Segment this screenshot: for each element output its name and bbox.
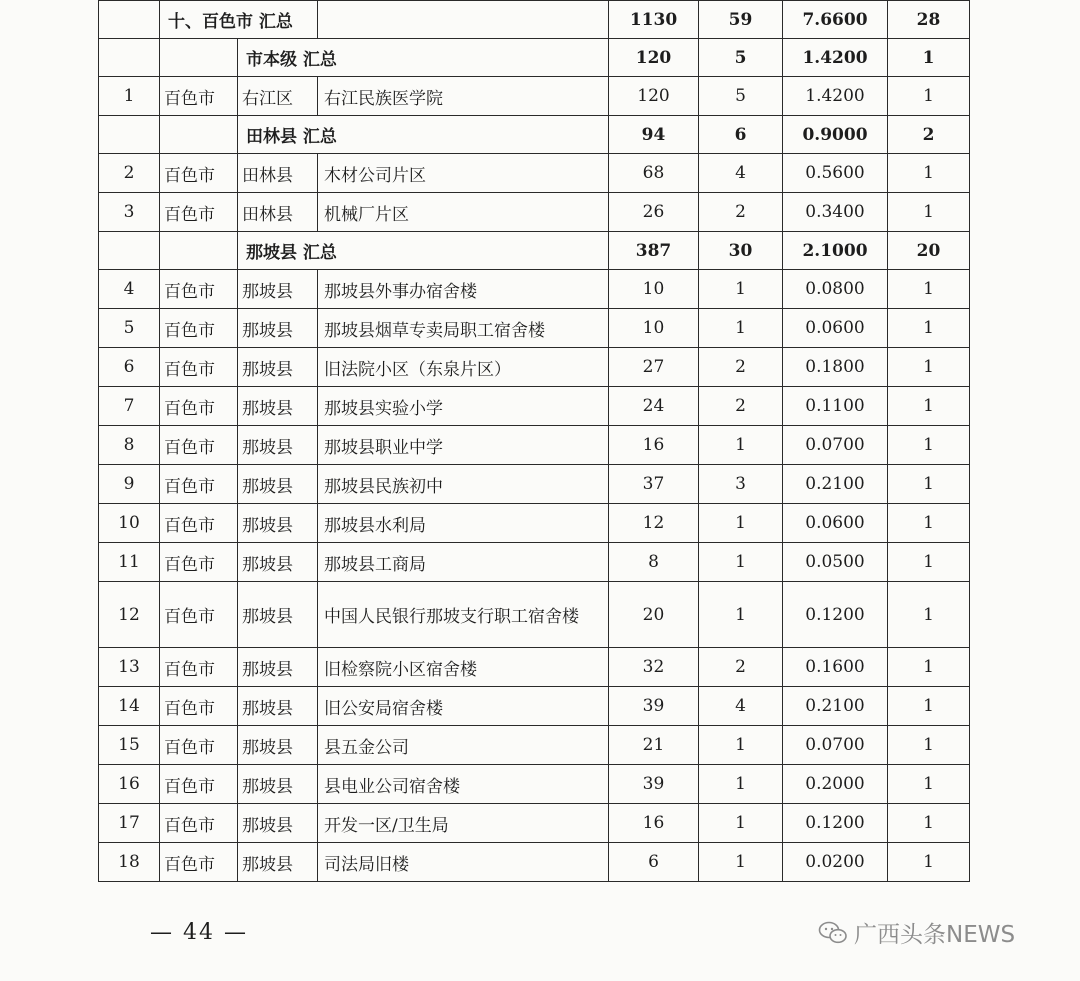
cell-name: 木材公司片区: [318, 154, 609, 193]
cell-count: 28: [888, 1, 970, 39]
table-row: [99, 648, 970, 687]
cell-households: 16: [609, 804, 699, 843]
cell-subtotal-label: 市本级 汇总: [238, 39, 609, 77]
cell-name: 那坡县烟草专卖局职工宿舍楼: [318, 309, 609, 348]
table-row: [99, 504, 970, 543]
summary-row: [99, 39, 970, 77]
cell-no: [99, 232, 160, 270]
cell-city: 百色市: [160, 543, 238, 582]
cell-households: 387: [609, 232, 699, 270]
cell-name: 那坡县实验小学: [318, 387, 609, 426]
cell-households: 37: [609, 465, 699, 504]
cell-buildings: 2: [699, 387, 783, 426]
cell-households: 120: [609, 39, 699, 77]
table-row: [99, 270, 970, 309]
cell-buildings: 5: [699, 39, 783, 77]
cell-count: 1: [888, 843, 970, 882]
cell-name: 开发一区/卫生局: [318, 804, 609, 843]
cell-city: 百色市: [160, 765, 238, 804]
cell-no: 14: [99, 687, 160, 726]
cell-area: 0.0600: [783, 504, 888, 543]
cell-buildings: 1: [699, 726, 783, 765]
watermark: [818, 916, 1015, 949]
cell-name: 那坡县职业中学: [318, 426, 609, 465]
cell-count: 1: [888, 765, 970, 804]
cell-households: 1130: [609, 1, 699, 39]
cell-count: 1: [888, 77, 970, 116]
cell-area: 0.1200: [783, 582, 888, 648]
table-row: [99, 765, 970, 804]
cell-area: 0.0700: [783, 426, 888, 465]
cell-city: 百色市: [160, 309, 238, 348]
cell-name: 那坡县水利局: [318, 504, 609, 543]
cell-county: 那坡县: [238, 726, 318, 765]
table-row: [99, 387, 970, 426]
cell-no: 18: [99, 843, 160, 882]
cell-subtotal-label: 田林县 汇总: [238, 116, 609, 154]
cell-count: 2: [888, 116, 970, 154]
cell-area: 0.1200: [783, 804, 888, 843]
table-row: [99, 309, 970, 348]
cell-no: 10: [99, 504, 160, 543]
cell-households: 8: [609, 543, 699, 582]
cell-no: 1: [99, 77, 160, 116]
cell-city: [160, 232, 238, 270]
cell-county: 那坡县: [238, 804, 318, 843]
cell-buildings: 1: [699, 309, 783, 348]
cell-count: 1: [888, 648, 970, 687]
cell-subtotal-label: 那坡县 汇总: [238, 232, 609, 270]
cell-count: 1: [888, 582, 970, 648]
cell-county: 那坡县: [238, 387, 318, 426]
cell-area: 0.2100: [783, 465, 888, 504]
cell-area: 0.3400: [783, 193, 888, 232]
cell-county: 那坡县: [238, 582, 318, 648]
cell-city: [160, 39, 238, 77]
cell-city: 百色市: [160, 804, 238, 843]
cell-city: 百色市: [160, 348, 238, 387]
cell-households: 39: [609, 687, 699, 726]
cell-count: 1: [888, 270, 970, 309]
table-row: [99, 77, 970, 116]
table-row: [99, 804, 970, 843]
cell-name: 县五金公司: [318, 726, 609, 765]
cell-no: 9: [99, 465, 160, 504]
cell-no: 13: [99, 648, 160, 687]
cell-name: 那坡县外事办宿舍楼: [318, 270, 609, 309]
cell-no: 17: [99, 804, 160, 843]
cell-buildings: 4: [699, 154, 783, 193]
cell-households: 10: [609, 309, 699, 348]
cell-count: 1: [888, 154, 970, 193]
cell-area: 1.4200: [783, 77, 888, 116]
cell-area: 7.6600: [783, 1, 888, 39]
cell-county: 那坡县: [238, 465, 318, 504]
summary-row: [99, 116, 970, 154]
cell-area: 0.2000: [783, 765, 888, 804]
cell-no: 2: [99, 154, 160, 193]
cell-name: 旧公安局宿舍楼: [318, 687, 609, 726]
cell-buildings: 59: [699, 1, 783, 39]
cell-buildings: 1: [699, 804, 783, 843]
table-row: [99, 193, 970, 232]
cell-county: 那坡县: [238, 309, 318, 348]
cell-area: 2.1000: [783, 232, 888, 270]
cell-city: 百色市: [160, 504, 238, 543]
cell-count: 1: [888, 687, 970, 726]
cell-area: 0.0500: [783, 543, 888, 582]
cell-area: 1.4200: [783, 39, 888, 77]
cell-households: 39: [609, 765, 699, 804]
cell-no: [99, 39, 160, 77]
cell-name: 旧检察院小区宿舍楼: [318, 648, 609, 687]
table-row: [99, 426, 970, 465]
watermark-text: 广西头条NEWS: [854, 922, 1016, 948]
cell-name: [318, 1, 609, 39]
page-number: — 44 —: [150, 920, 248, 945]
cell-no: [99, 1, 160, 39]
cell-city: 百色市: [160, 77, 238, 116]
cell-name: 县电业公司宿舍楼: [318, 765, 609, 804]
cell-city: 百色市: [160, 687, 238, 726]
cell-count: 1: [888, 193, 970, 232]
cell-county: 那坡县: [238, 504, 318, 543]
cell-buildings: 4: [699, 687, 783, 726]
cell-households: 120: [609, 77, 699, 116]
cell-buildings: 2: [699, 348, 783, 387]
table-row: [99, 726, 970, 765]
cell-households: 16: [609, 426, 699, 465]
cell-city: [160, 116, 238, 154]
cell-county: 田林县: [238, 193, 318, 232]
cell-county: 那坡县: [238, 648, 318, 687]
cell-buildings: 1: [699, 426, 783, 465]
cell-county: 田林县: [238, 154, 318, 193]
cell-no: 5: [99, 309, 160, 348]
cell-area: 0.0800: [783, 270, 888, 309]
housing-renovation-table: [98, 0, 970, 882]
cell-households: 26: [609, 193, 699, 232]
cell-households: 32: [609, 648, 699, 687]
cell-households: 20: [609, 582, 699, 648]
cell-households: 10: [609, 270, 699, 309]
cell-buildings: 5: [699, 77, 783, 116]
cell-name: 机械厂片区: [318, 193, 609, 232]
cell-county: 右江区: [238, 77, 318, 116]
cell-city: 百色市: [160, 270, 238, 309]
cell-households: 24: [609, 387, 699, 426]
cell-buildings: 1: [699, 582, 783, 648]
cell-count: 1: [888, 465, 970, 504]
cell-county: 那坡县: [238, 270, 318, 309]
cell-no: 4: [99, 270, 160, 309]
summary-row: [99, 232, 970, 270]
cell-buildings: 1: [699, 543, 783, 582]
cell-buildings: 2: [699, 193, 783, 232]
cell-county: 那坡县: [238, 843, 318, 882]
cell-section-label: 十、百色市 汇总: [160, 1, 318, 39]
cell-name: 右江民族医学院: [318, 77, 609, 116]
table-row: [99, 465, 970, 504]
cell-area: 0.1100: [783, 387, 888, 426]
cell-buildings: 6: [699, 116, 783, 154]
cell-buildings: 30: [699, 232, 783, 270]
cell-buildings: 1: [699, 270, 783, 309]
cell-area: 0.0200: [783, 843, 888, 882]
cell-buildings: 2: [699, 648, 783, 687]
cell-buildings: 1: [699, 765, 783, 804]
cell-no: 15: [99, 726, 160, 765]
cell-area: 0.9000: [783, 116, 888, 154]
table-row: [99, 687, 970, 726]
table-row: [99, 154, 970, 193]
cell-households: 12: [609, 504, 699, 543]
cell-area: 0.2100: [783, 687, 888, 726]
cell-count: 1: [888, 804, 970, 843]
cell-count: 1: [888, 504, 970, 543]
cell-buildings: 3: [699, 465, 783, 504]
cell-city: 百色市: [160, 843, 238, 882]
cell-city: 百色市: [160, 387, 238, 426]
cell-city: 百色市: [160, 465, 238, 504]
table-body: [99, 1, 970, 882]
cell-city: 百色市: [160, 426, 238, 465]
cell-county: 那坡县: [238, 543, 318, 582]
cell-count: 1: [888, 39, 970, 77]
cell-city: 百色市: [160, 193, 238, 232]
cell-count: 1: [888, 543, 970, 582]
cell-area: 0.0600: [783, 309, 888, 348]
cell-households: 21: [609, 726, 699, 765]
cell-households: 6: [609, 843, 699, 882]
cell-name: 旧法院小区（东泉片区）: [318, 348, 609, 387]
cell-count: 1: [888, 348, 970, 387]
cell-count: 1: [888, 426, 970, 465]
cell-county: 那坡县: [238, 426, 318, 465]
cell-buildings: 1: [699, 843, 783, 882]
cell-city: 百色市: [160, 726, 238, 765]
cell-no: 7: [99, 387, 160, 426]
cell-count: 20: [888, 232, 970, 270]
cell-area: 0.5600: [783, 154, 888, 193]
cell-no: 12: [99, 582, 160, 648]
cell-area: 0.1800: [783, 348, 888, 387]
cell-county: 那坡县: [238, 348, 318, 387]
cell-no: [99, 116, 160, 154]
table-row: [99, 348, 970, 387]
cell-county: 那坡县: [238, 687, 318, 726]
cell-no: 16: [99, 765, 160, 804]
table-row: [99, 843, 970, 882]
cell-city: 百色市: [160, 648, 238, 687]
cell-no: 3: [99, 193, 160, 232]
cell-name: 中国人民银行那坡支行职工宿舍楼: [318, 582, 609, 648]
cell-no: 8: [99, 426, 160, 465]
cell-name: 司法局旧楼: [318, 843, 609, 882]
cell-households: 68: [609, 154, 699, 193]
cell-buildings: 1: [699, 504, 783, 543]
cell-count: 1: [888, 726, 970, 765]
wechat-icon: [818, 920, 848, 946]
cell-name: 那坡县工商局: [318, 543, 609, 582]
cell-no: 6: [99, 348, 160, 387]
cell-county: 那坡县: [238, 765, 318, 804]
cell-households: 27: [609, 348, 699, 387]
table-row: [99, 582, 970, 648]
cell-city: 百色市: [160, 582, 238, 648]
cell-area: 0.1600: [783, 648, 888, 687]
cell-count: 1: [888, 309, 970, 348]
cell-city: 百色市: [160, 154, 238, 193]
cell-count: 1: [888, 387, 970, 426]
cell-no: 11: [99, 543, 160, 582]
cell-households: 94: [609, 116, 699, 154]
cell-area: 0.0700: [783, 726, 888, 765]
summary-row: [99, 1, 970, 39]
table-row: [99, 543, 970, 582]
cell-name: 那坡县民族初中: [318, 465, 609, 504]
